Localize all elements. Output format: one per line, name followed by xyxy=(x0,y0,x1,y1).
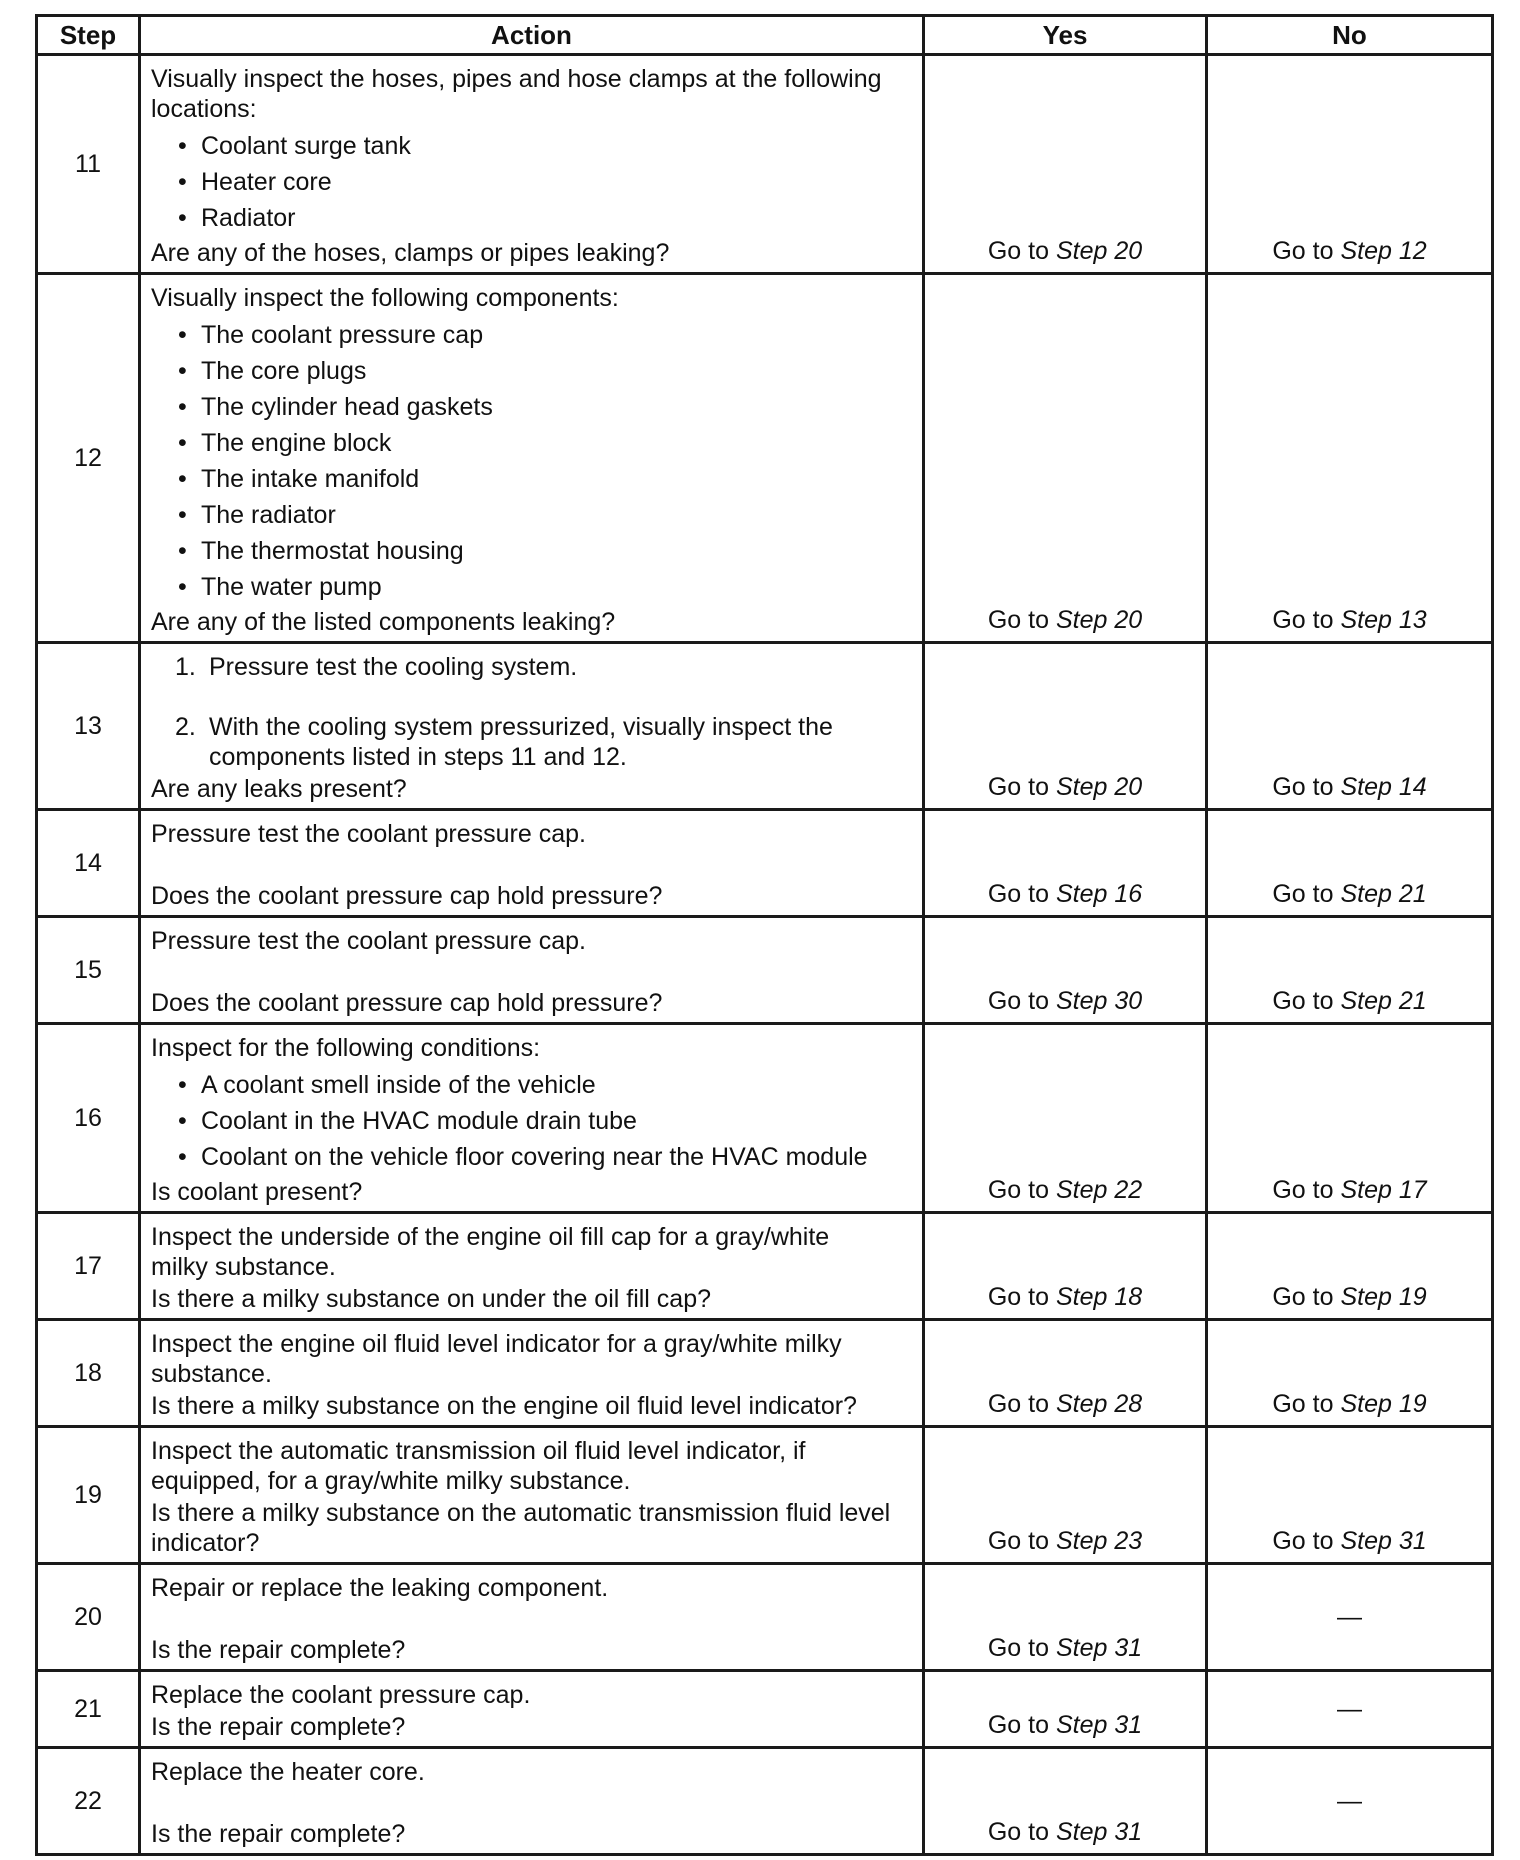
no-step-link[interactable]: Step 17 xyxy=(1340,1176,1427,1204)
yes-cell xyxy=(924,810,1207,917)
yes-cell xyxy=(924,1564,1207,1671)
table-row xyxy=(37,1024,1493,1213)
list-item: • Heater core xyxy=(151,164,914,200)
step-number: 17 xyxy=(37,1213,140,1320)
table-row xyxy=(37,274,1493,643)
action-text: Pressure test the coolant pressure cap. xyxy=(151,820,586,848)
goto-label: Go to xyxy=(1272,1283,1334,1311)
list-number: 2. xyxy=(175,713,196,741)
table-row xyxy=(37,1320,1493,1427)
action-cell xyxy=(140,1024,924,1213)
action-cell xyxy=(140,917,924,1024)
goto-label: Go to xyxy=(987,880,1049,908)
goto-label: Go to xyxy=(1272,987,1334,1015)
goto-label: Go to xyxy=(987,1711,1049,1739)
action-text: Visually inspect the following components: xyxy=(151,284,619,312)
action-text: milky substance. xyxy=(151,1253,336,1281)
yes-cell xyxy=(924,1671,1207,1748)
yes-step-link[interactable]: Step 28 xyxy=(1055,1390,1143,1418)
action-question: Are any leaks present? xyxy=(151,775,407,803)
table-row xyxy=(37,1564,1493,1671)
step-number: 16 xyxy=(37,1024,140,1213)
no-step-link[interactable]: Step 14 xyxy=(1340,773,1427,801)
table-row xyxy=(37,1213,1493,1320)
goto-label: Go to xyxy=(1272,237,1334,265)
list-item: • The radiator xyxy=(151,497,914,533)
list-item: • The thermostat housing xyxy=(151,533,914,569)
yes-step-link[interactable]: Step 20 xyxy=(1055,773,1143,801)
goto-label: Go to xyxy=(1272,1527,1334,1555)
no-cell xyxy=(1207,1427,1493,1564)
list-item: • A coolant smell inside of the vehicle xyxy=(151,1067,914,1103)
action-cell xyxy=(140,1213,924,1320)
action-text: Inspect for the following conditions: xyxy=(151,1034,541,1062)
no-step-link[interactable]: Step 13 xyxy=(1340,606,1427,634)
yes-cell xyxy=(924,1213,1207,1320)
yes-cell xyxy=(924,1024,1207,1213)
goto-label: Go to xyxy=(987,1634,1049,1662)
table-row xyxy=(37,917,1493,1024)
action-question: Is the repair complete? xyxy=(151,1636,406,1664)
goto-label: Go to xyxy=(987,1283,1049,1311)
goto-label: Go to xyxy=(987,987,1049,1015)
yes-cell xyxy=(924,55,1207,274)
action-text: Pressure test the coolant pressure cap. xyxy=(151,927,586,955)
bullet-list xyxy=(151,128,914,236)
step-number: 19 xyxy=(37,1427,140,1564)
goto-label: Go to xyxy=(987,773,1049,801)
header-step: Step xyxy=(37,16,140,55)
action-text: Repair or replace the leaking component. xyxy=(151,1574,609,1602)
action-cell xyxy=(140,1748,924,1855)
table-row xyxy=(37,1671,1493,1748)
action-cell xyxy=(140,1320,924,1427)
yes-step-link[interactable]: Step 30 xyxy=(1055,987,1143,1015)
goto-label: Go to xyxy=(987,1176,1049,1204)
action-text: Inspect the engine oil fluid level indicator for a gray/white milky xyxy=(151,1330,842,1358)
spacer xyxy=(151,1603,914,1633)
step-number: 22 xyxy=(37,1748,140,1855)
list-text: Pressure test the cooling system. xyxy=(209,653,578,681)
no-cell xyxy=(1207,1024,1493,1213)
action-text: Replace the heater core. xyxy=(151,1758,425,1786)
yes-cell xyxy=(924,274,1207,643)
yes-cell xyxy=(924,1427,1207,1564)
list-item: • Coolant on the vehicle floor covering near the HVAC module xyxy=(151,1139,914,1175)
goto-label: Go to xyxy=(1272,880,1334,908)
action-text: Inspect the underside of the engine oil fill cap for a gray/white xyxy=(151,1223,830,1251)
goto-label: Go to xyxy=(987,1390,1049,1418)
list-spacer xyxy=(151,682,914,712)
goto-label: Go to xyxy=(1272,773,1334,801)
action-text: substance. xyxy=(151,1360,272,1388)
list-item xyxy=(151,652,914,682)
no-cell xyxy=(1207,55,1493,274)
list-text: components listed in steps 11 and 12. xyxy=(209,743,627,771)
list-item: • The intake manifold xyxy=(151,461,914,497)
list-item: • The water pump xyxy=(151,569,914,605)
yes-step-link[interactable]: Step 20 xyxy=(1055,606,1143,634)
goto-label: Go to xyxy=(987,606,1049,634)
goto-label: Go to xyxy=(1272,606,1334,634)
action-cell xyxy=(140,1564,924,1671)
spacer xyxy=(151,1787,914,1817)
no-step-link[interactable]: Step 12 xyxy=(1340,237,1427,265)
diagnostic-table xyxy=(35,14,1494,1856)
action-question: Is there a milky substance on the automatic transmission fluid level xyxy=(151,1499,891,1527)
no-step-link[interactable]: Step 19 xyxy=(1340,1283,1427,1311)
list-text: With the cooling system pressurized, visually inspect the xyxy=(209,713,833,741)
action-question: Is there a milky substance on the engine oil fluid level indicator? xyxy=(151,1392,857,1420)
table-row xyxy=(37,1748,1493,1855)
action-cell xyxy=(140,810,924,917)
yes-step-link[interactable]: Step 16 xyxy=(1055,880,1143,908)
header-action: Action xyxy=(140,16,924,55)
yes-step-link[interactable]: Step 31 xyxy=(1055,1818,1143,1846)
no-cell: — xyxy=(1207,1671,1493,1748)
action-text: equipped, for a gray/white milky substance. xyxy=(151,1467,631,1495)
action-question: Is the repair complete? xyxy=(151,1713,406,1741)
action-cell xyxy=(140,55,924,274)
table-row xyxy=(37,643,1493,810)
no-cell xyxy=(1207,1213,1493,1320)
list-item: • Radiator xyxy=(151,200,914,236)
no-cell xyxy=(1207,643,1493,810)
step-number: 21 xyxy=(37,1671,140,1748)
goto-label: Go to xyxy=(1272,1176,1334,1204)
step-number: 14 xyxy=(37,810,140,917)
no-cell: — xyxy=(1207,1564,1493,1671)
action-text: Inspect the automatic transmission oil fluid level indicator, if xyxy=(151,1437,806,1465)
action-question: Are any of the hoses, clamps or pipes leaking? xyxy=(151,239,670,267)
yes-cell xyxy=(924,1748,1207,1855)
no-cell: — xyxy=(1207,1748,1493,1855)
spacer xyxy=(151,956,914,986)
bullet-list xyxy=(151,317,914,605)
table-row xyxy=(37,55,1493,274)
yes-step-link[interactable]: Step 20 xyxy=(1055,237,1143,265)
action-text: locations: xyxy=(151,95,257,123)
list-item: • The cylinder head gaskets xyxy=(151,389,914,425)
no-cell xyxy=(1207,1320,1493,1427)
no-cell xyxy=(1207,917,1493,1024)
table-row xyxy=(37,810,1493,917)
yes-cell xyxy=(924,917,1207,1024)
list-item: • The engine block xyxy=(151,425,914,461)
no-step-link[interactable]: Step 31 xyxy=(1340,1527,1427,1555)
yes-step-link[interactable]: Step 31 xyxy=(1055,1711,1143,1739)
action-question: Does the coolant pressure cap hold pressure? xyxy=(151,989,663,1017)
spacer xyxy=(151,849,914,879)
action-question: Is coolant present? xyxy=(151,1178,363,1206)
action-text: Visually inspect the hoses, pipes and hose clamps at the following xyxy=(151,65,882,93)
action-question: Is there a milky substance on under the oil fill cap? xyxy=(151,1285,712,1313)
list-item xyxy=(151,712,914,772)
bullet-list xyxy=(151,1067,914,1175)
goto-label: Go to xyxy=(987,237,1049,265)
action-cell xyxy=(140,643,924,810)
action-question: Are any of the listed components leaking? xyxy=(151,608,616,636)
step-number: 20 xyxy=(37,1564,140,1671)
yes-step-link[interactable]: Step 23 xyxy=(1055,1527,1143,1555)
no-step-link[interactable]: Step 19 xyxy=(1340,1390,1427,1418)
goto-label: Go to xyxy=(987,1527,1049,1555)
step-number: 15 xyxy=(37,917,140,1024)
yes-cell xyxy=(924,643,1207,810)
header-row xyxy=(37,16,1493,55)
no-cell xyxy=(1207,274,1493,643)
step-number: 12 xyxy=(37,274,140,643)
yes-step-link[interactable]: Step 31 xyxy=(1055,1634,1143,1662)
no-cell xyxy=(1207,810,1493,917)
action-cell xyxy=(140,1427,924,1564)
action-text: Replace the coolant pressure cap. xyxy=(151,1681,531,1709)
goto-label: Go to xyxy=(987,1818,1049,1846)
action-cell xyxy=(140,274,924,643)
yes-cell xyxy=(924,1320,1207,1427)
header-no: No xyxy=(1207,16,1493,55)
header-yes: Yes xyxy=(924,16,1207,55)
step-number: 13 xyxy=(37,643,140,810)
list-number: 1. xyxy=(175,653,196,681)
list-item: • The core plugs xyxy=(151,353,914,389)
table-row xyxy=(37,1427,1493,1564)
no-step-link[interactable]: Step 21 xyxy=(1340,987,1427,1015)
yes-step-link[interactable]: Step 22 xyxy=(1055,1176,1143,1204)
action-question: Is the repair complete? xyxy=(151,1820,406,1848)
step-number: 11 xyxy=(37,55,140,274)
list-item: • The coolant pressure cap xyxy=(151,317,914,353)
list-item: • Coolant surge tank xyxy=(151,128,914,164)
yes-step-link[interactable]: Step 18 xyxy=(1055,1283,1143,1311)
action-question: indicator? xyxy=(151,1529,260,1557)
action-question: Does the coolant pressure cap hold pressure? xyxy=(151,882,663,910)
list-item: • Coolant in the HVAC module drain tube xyxy=(151,1103,914,1139)
action-cell xyxy=(140,1671,924,1748)
no-step-link[interactable]: Step 21 xyxy=(1340,880,1427,908)
step-number: 18 xyxy=(37,1320,140,1427)
goto-label: Go to xyxy=(1272,1390,1334,1418)
numbered-list xyxy=(151,652,914,772)
